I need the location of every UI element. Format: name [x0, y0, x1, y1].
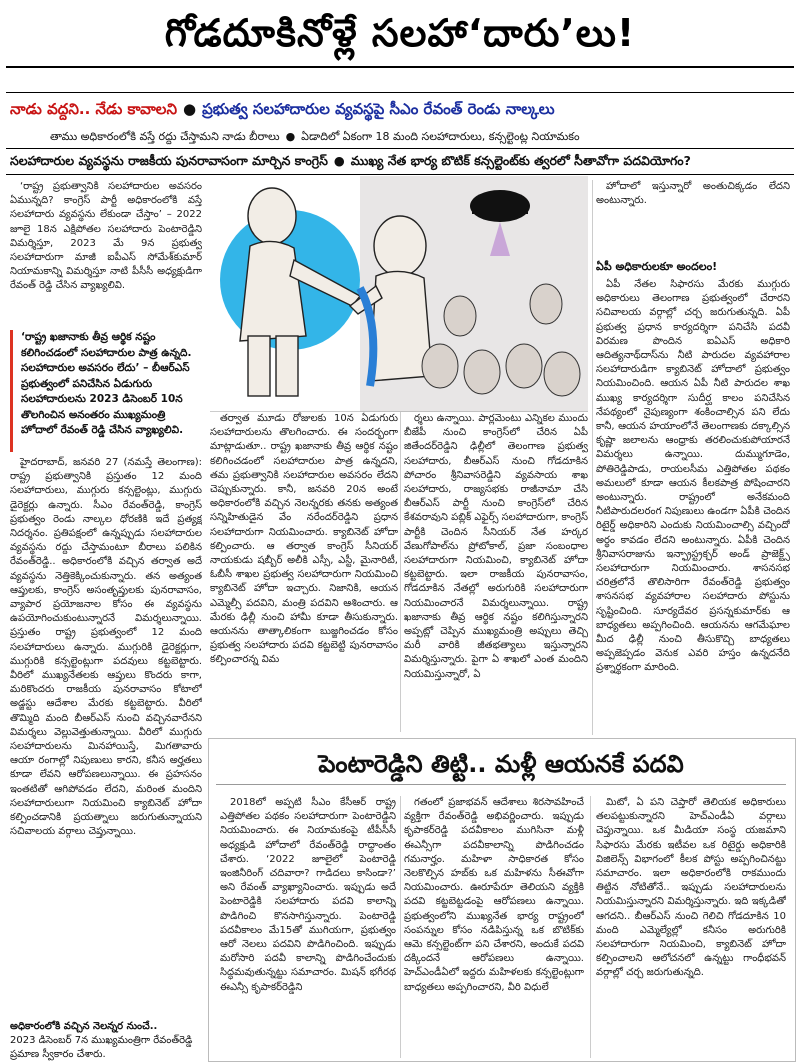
column-1-footer: [10, 1020, 202, 1060]
subheadline-rule: [6, 148, 794, 149]
pull-quote: [10, 330, 202, 452]
article-column-4: [596, 278, 790, 738]
subheadline-1-part2: ప్రభుత్వ సలహాదారుల వ్యవస్థపై సీఎం రేవంత్ రెండు నాల్కలు: [202, 100, 555, 118]
subheadline-2-part2: ఏడాదిలో ఏకంగా 18 మంది సలహాదారులు, కన్సల్టెంట్ల నియామకం: [301, 130, 580, 143]
subheadline-3-part1: సలహాదారుల వ్యవస్థను రాజకీయ పునరావాసంగా మార్చిన కాంగ్రెస్: [10, 153, 328, 168]
separator-dot: ●: [285, 130, 296, 143]
article-column-3: [404, 412, 588, 732]
article-paragraph: తర్వాత మూడు రోజులకు 10న ఏడుగురు సలహాదారులను తొలగించారు. ఈ సందర్భంగా మాట్లాడుతూ.. రాష్ట్ర ఖజానాకు తీవ్ర ఆర్థిక నష్టం కలిగించడంలో సలహాదారుల పాత్ర ఉన్నదని, తమ ప్రభుత్వానికి సలహాదారుల అవసరం లేదని చెప్పుకున్నారు. కానీ, జనవరి 20న అంటే అధికారంలోకి వచ్చిన నెలన్నరకు తనకు అత్యంత సన్నిహితుడైన వేం నరేందర్‌రెడ్డిని ప్రధాన సలహాదారుగా నియమించారు. క్యాబినెట్ హోదా కల్పించారు. ఆ తర్వాత కాంగ్రెస్ సీనియర్ నాయకుడు షబ్బీర్ అలీకి ఎస్సీ, ఎస్టీ, మైనారిటీ, ఓబీసీ శాఖల ప్రభుత్వ సలహాదారుగా నియమించి క్యాబినెట్ హోదా ఇచ్చారు. నిజానికి, ఆయన ఎమ్మెల్సీ పదవిని, మంత్రి పదవిని ఆశించారు. ఆ మేరకు ఢిల్లీ నుంచి హామీ కూడా తీసుకున్నారు. ఆయనను తాత్కాలికంగా బుజ్జగించడం కోసం ప్రభుత్వ సలహాదారు పదవి కట్టబెట్టి పునరావాసం కల్పించారన్న విమ: [210, 413, 398, 666]
intro-paragraph: ‘రాష్ట్ర ప్రభుత్వానికి సలహాదారుల అవసరం ఏమున్నది? కాంగ్రెస్ పార్టీ అధికారంలోకి వస్తే సలహాదారు వ్యవస్థను లేకుండా చేస్తాం’ – 2022 జూలై 18న ఎక్షిపోతల సలహాదారు పెంటారెడ్డిని విమర్శిస్తూ, 2023 మే 9న ప్రభుత్వ సలహాదారుగా మాజీ ఐపీఎస్ సోమేశ్‌కుమార్ నియామకాన్ని విమర్శిస్తూ నాటి పీసీసీ అధ్యక్షుడిగా రేవంత్ రెడ్డి చేసిన వ్యాఖ్యలివి.: [10, 181, 202, 292]
subheadline-1-part1: నాడు వద్దని.. నేడు కావాలని: [10, 100, 177, 118]
separator-dot: ●: [333, 153, 345, 168]
sidebar-column-3: [596, 796, 786, 1058]
article-column-1: [10, 456, 202, 1016]
cartoon-drawing: [210, 176, 588, 412]
column-divider: [400, 412, 401, 732]
sidebar-column-2: [404, 796, 584, 1058]
subheadline-1: [10, 96, 790, 122]
article-paragraph: ర్శలు ఉన్నాయి. పార్లమెంటు ఎన్నికల ముందు బీజేపీ నుంచి కాంగ్రెస్‌లో చేరిన ఏపీ జితేందర్‌రెడ్డిని ఢిల్లీలో తెలంగాణ ప్రభుత్వ సలహాదారు, బీఆర్‌ఎస్ నుంచి గోడదూకిన పోచారం శ్రీనివాసరెడ్డిని వ్యవసాయ శాఖ సలహాదారు, రాజ్యసభకు రాజీనామా చేసి బీఆర్‌ఎస్ పార్టీ నుంచి కాంగ్రెస్‌లో చేరిన కేశవరావుని పబ్లిక్ ఎఫైర్స్ సలహాదారుగా, కాంగ్రెస్ పార్టీకి చెందిన సీనియర్ నేత హర్కర వేణుగోపాల్‌ను ప్రోటోకాల్, ప్రజా సంబంధాల సలహాదారుగా నియమించి, క్యాబినెట్ హోదా కట్టబెట్టారు. ఇలా రాజకీయ పునరావాసం, గోడదూకిన నేతల్లో అరుగురికి సలహాదారుగా నియమించారనే విమర్శలున్నాయి. రాష్ట్ర ఖజానాకు తీవ్ర ఆర్థిక నష్టం కలిగిస్తున్నారని అప్పట్లో చెప్పిన ముఖ్యమంత్రి అప్పులు తెచ్చి మరీ వారికి జీతభత్యాలు ఇస్తున్నారని విమర్శిస్తున్నారు. పైగా ఏ శాఖలో ఎంత మందిని నియమిస్తున్నారో, ఏ: [404, 413, 588, 680]
subheadline-2: [50, 128, 790, 146]
column-divider: [592, 180, 593, 735]
pull-quote-text: ‘రాష్ట్ర ఖజానాకు తీవ్ర ఆర్థిక నష్టం కలిగించడంలో సలహాదారుల పాత్ర ఉన్నది. సలహాదారుల అవసరం లేదు’ – బీఆర్‌ఎస్ ప్రభుత్వంలో పనిచేసిన ఏడుగురు సలహాదారులను 2023 డిసెంబర్ 10న తొలగించిన అనంతరం ముఖ్యమంత్రి హోదాలో రేవంత్ రెడ్డి చేసిన వ్యాఖ్యలివి.: [21, 331, 192, 436]
separator-dot: ●: [182, 100, 197, 118]
subheadline-2-part1: తాము అధికారంలోకి వస్తే రద్దు చేస్తామని నాడు బీరాలు: [50, 130, 280, 143]
article-paragraph: ఏపీ నేతల సిఫారసు మేరకు ముగ్గురు అధికారులు తెలంగాణ ప్రభుత్వంలో చేరారని సచివాలయ వర్గాల్లో చర్చ జరుగుతున్నది. ఏపీ ప్రభుత్వ ప్రధాన కార్యదర్శిగా పనిచేసి పదవీ విరమణ పొందిన ఐఏఎస్ అధికారి ఆదిత్యనాథ్‌దాస్‌ను నీటి పారుదల వ్యవహారాల సలహాదారుడిగా క్యాబినెట్ హోదాలో ప్రభుత్వం నియమించింది. ఆయన ఏపీ నీటి పారుదల శాఖ ముఖ్య కార్యదర్శిగా సుదీర్ఘ కాలం పనిచేసిన నేపథ్యంలో నైపుణ్యంగా శంకించాల్సిన పని లేదు కానీ, ఆయన హయాంలోనే తెలంగాణకు దక్కాల్సిన కృష్ణా జలాలను ఆంధ్రాకు తరలించుకుపోయారనే విమర్శలు ఉన్నాయి. దుమ్ముగూడెం, పోతిరెడ్డిపాడు, రాయలసీమ ఎత్తిపోతల పథకం అమలులో కూడా ఆయన కీలకపాత్ర పోషించారని అంటున్నారు. రాష్ట్రంలో అనేకమంది నీటిపారుదలరంగ నిపుణులు ఉండగా ఏపీకి చెందిన రిటైర్డ్ అధికారిని ఎందుకు నియమించాల్సి వచ్చిందో అర్థం కావడం లేదని అంటున్నారు. ఏపీకి చెందిన శ్రీనివాసరాజును ఇన్ఫ్రాస్ట్రక్చర్ అండ్ ప్రాజెక్ట్స్ సలహాదారుగా నియమించారు. శాసనసభ చరిత్రలోనే తొలిసారిగా రేవంత్‌రెడ్డి ప్రభుత్వం శాసనసభ వ్యవహారాల సలహాదారు పోస్టును సృష్టించింది. సూర్యదేవర ప్రసన్నకుమార్‌కు ఆ బాధ్యతలు అప్పగించింది. ఆయనను ఆగమేఘాల మీద ఢిల్లీ నుంచి తీసుకొచ్చి బాధ్యతలు అప్పజెప్పడం వెనుక ఎవరి హస్తం ఉన్నదనేది ప్రశ్నార్థకంగా మారింది.: [596, 279, 790, 674]
article-paragraph: గతంలో ప్రజాభవన్ ఆదేశాలు శిరసావహించే వ్యక్తిగా రేవంత్‌రెడ్డి అభివర్ణించారు. ఇప్పుడు కృపాకర్‌రెడ్డి పదవీకాలం ముగిసినా మళ్లీ ఈఎన్సీగా పదవీకాలాన్ని పొడిగించడం గమనార్హం. మహిళా సాధికారత కోసం నెలకొల్పిన హబ్‌కు ఒక మహిళను సీఈవోగా నియమించారు. ఊరూపేరూ తెలియని వ్యక్తికి పదవి కట్టబెట్టడంపై ఆరోపణలు ఉన్నాయి. ప్రభుత్వంలోని ముఖ్యనేత భార్య రాష్ట్రంలో సంపన్నుల కోసం నడిపిస్తున్న ఒక బొటిక్‌కు ఆమె కన్సల్టెంట్‌గా పని చేశారని, అందుకే పదవి దక్కిందనే ఆరోపణలు ఉన్నాయి. హెచ్ఎండీఏలో ఇద్దరు మహిళలకు కన్సల్టెంట్లుగా బాధ్యతలు అప్పగించారని, వీరి విధులే: [404, 797, 584, 993]
cartoon-illustration: [210, 176, 588, 412]
headline: గోడదూకినోళ్లే సలహా‘దారు’లు!: [164, 11, 636, 55]
headline-rule-top: [6, 66, 794, 68]
subheadline-rule-2: [6, 174, 794, 175]
subheadline-3: [10, 150, 790, 172]
column-1-footer-text: 2023 డిసెంబర్ 7న ముఖ్యమంత్రిగా రేవంత్‌రెడ్డి ప్రమాణ స్వీకారం చేశారు.: [10, 1035, 193, 1060]
sidebar-headline: పెంటారెడ్డిని తిట్టి.. మళ్లీ ఆయనకే పదవి: [216, 744, 786, 785]
article-paragraph: మిటో, ఏ పని చెప్తారో తెలియక అధికారులు తలపట్టుకున్నారని హెచ్ఎండీఏ వర్గాలు చెప్తున్నాయి. ఒక మీడియా సంస్థ యజమాని సిఫారసు మేరకు ఇటీవల ఒక రిటైర్డు అధికారికి విజిలెన్స్ విభాగంలో కీలక పోస్టు అప్పగించినట్టు సమాచారం. ఇలా అధికారంలోకి రాకముందు తిట్టిన నోటితోనే.. ఇప్పుడు సలహాదారులను నియమిస్తున్నారని విమర్శిస్తున్నారు. ఇది ఇక్కడితో ఆగదని.. బీఆర్‌ఎస్ నుంచి గెలిచి గోడదూకిన 10 మంది ఎమ్మెల్యేల్లో కనీసం అరుగురికి సలహాదారుగా నియమించి, క్యాబినెట్ హోదా కల్పించాలని ఆలోచనలో ఉన్నట్టు గాంధీభవన్ వర్గాల్లో చర్చ జరుగుతున్నది.: [596, 797, 786, 979]
column-subhead: అధికారంలోకి వచ్చిన నెలన్నర నుంచే..: [10, 1021, 158, 1032]
article-paragraph: 2018లో అప్పటి సీఎం కేసీఆర్ రాష్ట్ర ఎత్తిపోతల పథకం సలహాదారుగా పెంటారెడ్డిని నియమించారు. ఈ నియామకంపై టీపీసీసీ అధ్యక్షుడి హోదాలో రేవంత్‌రెడ్డి రాద్ధాంతం చేశారు. ‘2022 జూలైలో పెంటారెడ్డి ఇంజినీరింగ్ చదివారా? గాడిదలు కాసిండా?’ అని రేవంత్ వ్యాఖ్యానించారు. ఇప్పుడు అదే పెంటారెడ్డికి సలహాదారు పదవి కాలాన్ని పొడిగించి కొనసాగిస్తున్నారు. పెంటారెడ్డి పదవీకాలం మే15తో ముగియగా, ప్రభుత్వం ఆరో నెలలు పదవిని పొడిగించింది. ఇప్పుడు మరోసారి పదవీ కాలాన్ని పొడిగించేందుకు సిద్ధమవుతున్నట్టు సమాచారం. మిషన్ భగీరథ ఈఎన్సీ కృపాకర్‌రెడ్డిని: [220, 797, 396, 993]
sidebar-column-1: [220, 796, 396, 1058]
article-column-2: [210, 412, 398, 732]
column-subhead: ఏపీ అధికారులకూ అందలం!: [596, 260, 718, 273]
subheadline-3-part2: ముఖ్య నేత భార్య బొటిక్ కన్సల్టెంట్‌కు త్వరలో సీతావోగా పదవియోగం?: [350, 153, 691, 168]
column-divider: [400, 796, 401, 1058]
article-column-4-top: [596, 180, 790, 260]
article-paragraph: హైదరాబాద్, జనవరి 27 (నమస్తే తెలంగాణ): రాష్ట్ర ప్రభుత్వానికి ప్రస్తుతం 12 మంది సలహాదారులు, ముగ్గురు కన్సల్టెంట్లు, ముగ్గురు డైరెక్టర్లు ఉన్నారు. సీఎం రేవంత్‌రెడ్డి, కాంగ్రెస్ ప్రభుత్వం రెండు నాల్కల ధోరణికి ఇదే ప్రత్యక్ష నిదర్శనం. ప్రతిపక్షంలో ఉన్నప్పుడు సలహాదారుల వ్యవస్థను రద్దు చేస్తామంటూ బీరాలు పలికిన రేవంత్‌రెడ్డి.. అధికారంలోకి వచ్చిన తర్వాత అదే వ్యవస్థను నెత్తికెక్కించుకున్నారు. తన అత్యంత ఆప్తులకు, కాంగ్రెస్ అసంతృప్తులకు పునరావాసం, వ్యాపార ప్రయోజనాల కోసం ఈ వ్యవస్థను ఉపయోగించుకుంటున్నారనే విమర్శలున్నాయి. ప్రస్తుతం రాష్ట్ర ప్రభుత్వంలో 12 మంది సలహాదారులు ఉన్నారు. ముగ్గురికి డైరెక్టర్లుగా, ముగ్గురికి కన్సల్టెంట్లుగా పదవులు కట్టబెట్టారు. వీరిలో ముఖ్యనేతలకు ఆప్తులు కొందరు కాగా, మరికొందరు రాజకీయ పునరావాసం కోటాలో అడ్జస్టు ఆదేశాల మేరకు కట్టబెట్టారు. వీరిలో తొమ్మిది మంది బీఆర్‌ఎస్ నుంచి వచ్చినవారేనని విమర్శలు వెల్లువెత్తుతున్నాయి. వీరిలో ముగ్గురు సలహాదారులను మినహాయిస్తే, మిగతావారు ఆయా రంగాల్లో నిపుణులు కారని, కనీస అర్హతలు కూడా లేవని ఆరోపణలున్నాయి. ఈ ప్రహసనం ఇంతటితో ఆగిపోవడం లేదని, మరింత మందిని సలహాదారులుగా నియమించి క్యాబినెట్ హోదా కల్పించడానికి ప్రయత్నాలు జరుగుతున్నాయని సచివాలయ వర్గాలు చెప్తున్నాయి.: [10, 457, 202, 838]
article-paragraph: హోదాలో ఇస్తున్నారో అంతుచిక్కడం లేదని అంటున్నారు.: [596, 181, 790, 207]
column-divider: [590, 796, 591, 1058]
headline-rule: [6, 92, 794, 93]
